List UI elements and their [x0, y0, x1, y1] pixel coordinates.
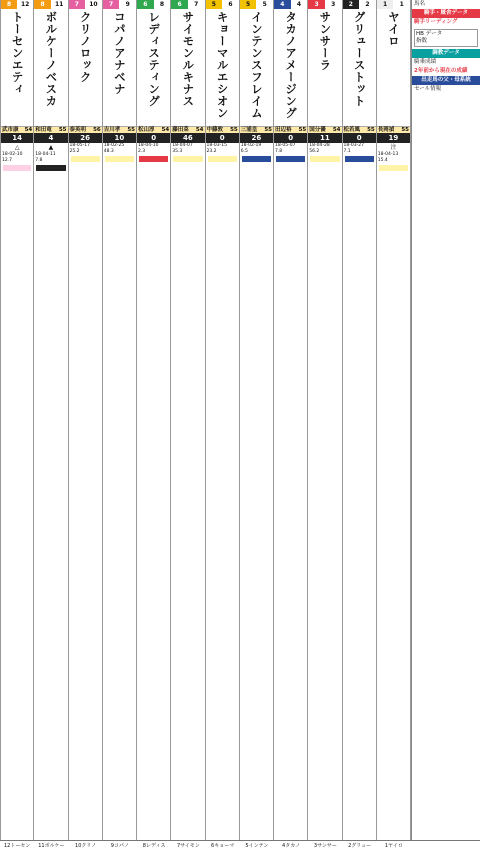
rating-bar — [173, 156, 202, 162]
weight: 54 — [161, 127, 170, 133]
odds-box: 19 — [377, 133, 410, 143]
record-row — [1, 158, 33, 164]
rating-bar — [345, 156, 374, 162]
frame-number: 6 — [171, 0, 188, 9]
bottom-horse-label: 3サンサー — [313, 843, 337, 849]
name-area — [308, 9, 341, 127]
record-value: 7.8 — [35, 158, 43, 163]
horse-column — [0, 0, 34, 851]
bottom-horse-label: 2グリュー — [348, 843, 372, 849]
race-date: 18-04-28 — [309, 143, 330, 148]
horse-number: 12 — [21, 1, 30, 8]
side-speed: 指数 — [416, 38, 428, 44]
bottom-horse-label: 12トーセン — [3, 843, 31, 849]
record-row — [69, 149, 102, 155]
record-value: 7.8 — [275, 149, 283, 154]
horse-number: 2 — [365, 1, 370, 8]
name-area — [171, 9, 204, 127]
race-date: 18-02-25 — [103, 143, 125, 148]
race-date: 18-05-07 — [275, 143, 296, 148]
weight: 56 — [93, 127, 101, 133]
frame-number: 4 — [274, 0, 291, 9]
rating-bar — [139, 156, 168, 162]
name-area — [206, 9, 239, 127]
side-band-jockey: 騎手・厩舎データ — [412, 9, 480, 18]
odds-box: 10 — [103, 133, 136, 143]
side-band-training: 調教データ — [412, 49, 480, 58]
weight: 55 — [230, 127, 238, 133]
race-date: 18-04-07 — [172, 143, 193, 148]
frame-number: 1 — [377, 0, 394, 9]
record-row — [206, 149, 239, 155]
rating-bar — [310, 156, 339, 162]
rating-bar — [242, 156, 271, 162]
name-area — [137, 9, 170, 127]
side-hb-data: HB データ — [416, 31, 443, 37]
record-value: 6.5 — [240, 149, 248, 154]
horse-number: 1 — [399, 1, 404, 8]
weight: 55 — [264, 127, 272, 133]
race-date: 18-02-10 — [2, 152, 23, 157]
horse-column — [69, 0, 103, 851]
rating-bar — [71, 156, 100, 162]
jockey-name: 武市康 — [2, 127, 19, 133]
horse-name: クリノロック — [78, 11, 93, 83]
horse-name: サンサーラ — [318, 11, 333, 71]
frame-number: 3 — [308, 0, 325, 9]
jockey-name: 松山淳 — [138, 127, 155, 133]
rating-bar — [3, 165, 31, 171]
odds-box: 0 — [206, 133, 239, 143]
record-row — [343, 149, 376, 155]
horse-header — [34, 0, 67, 9]
horse-name: キョーマルエシオン — [215, 11, 230, 119]
record-row — [308, 149, 341, 155]
prediction-mark: △ — [14, 144, 20, 151]
side-jockey-leading: 騎手リーディング — [414, 19, 458, 25]
weight: 55 — [367, 127, 375, 133]
horse-number: 10 — [89, 1, 98, 8]
record-row — [34, 158, 67, 164]
horse-header — [137, 0, 170, 9]
record-value: 25.2 — [69, 149, 80, 154]
side-notes: 2年前から現在の成績 — [414, 68, 468, 74]
weight: 54 — [24, 127, 33, 133]
horse-number: 9 — [125, 1, 130, 8]
race-date: 18-02-19 — [240, 143, 262, 148]
horse-name: ボルケーノベスカ — [44, 11, 59, 107]
record-value: 48.3 — [103, 149, 114, 154]
odds-box: 11 — [308, 133, 341, 143]
frame-number: 7 — [69, 0, 86, 9]
horse-number: 7 — [194, 1, 199, 8]
weight: 55 — [298, 127, 307, 133]
name-area — [274, 9, 307, 127]
bottom-horse-label: 8レディス — [142, 843, 166, 849]
horse-header — [274, 0, 307, 9]
weight: 55 — [127, 127, 135, 133]
horse-name: ヤイロ — [386, 11, 401, 47]
frame-number: 7 — [103, 0, 120, 9]
horse-number: 11 — [55, 1, 64, 8]
horse-column — [103, 0, 137, 851]
name-area — [69, 9, 102, 127]
jockey-name: 泰英明 — [69, 127, 87, 133]
record-row — [240, 149, 273, 155]
record-value: 23.2 — [206, 149, 217, 154]
name-area — [343, 9, 376, 127]
jockey-name: 和田竜 — [35, 127, 52, 133]
odds-box: 26 — [69, 133, 102, 143]
side-band-bloodline: 出走馬の父・母系統 — [412, 76, 480, 85]
prediction-mark: ▲ — [48, 144, 54, 151]
frame-number: 2 — [343, 0, 360, 9]
bottom-horse-label: 5インテン — [245, 843, 269, 849]
rating-bar — [36, 165, 65, 171]
record-row — [377, 158, 410, 164]
bottom-horse-label: 4タカノ — [282, 843, 301, 849]
jockey-name: 吉川孝 — [103, 127, 121, 133]
odds-box: 0 — [343, 133, 376, 143]
horse-header — [308, 0, 341, 9]
jockey-name: 田辺裕 — [275, 127, 292, 133]
frame-number: 5 — [206, 0, 223, 9]
rating-bar — [208, 156, 237, 162]
frame-number: 8 — [34, 0, 51, 9]
prediction-mark: 注 — [390, 144, 397, 151]
rating-bar — [105, 156, 134, 162]
race-date: 18-04-10 — [138, 143, 159, 148]
name-area — [1, 9, 33, 127]
horse-name: グリューストット — [352, 11, 367, 107]
bottom-horse-label: 7サイモン — [176, 843, 200, 849]
race-date: 18-05-17 — [69, 143, 90, 148]
race-date: 18-04-13 — [377, 152, 399, 157]
frame-number: 5 — [240, 0, 257, 9]
horse-header — [1, 0, 33, 9]
horse-number: 5 — [262, 1, 267, 8]
record-value: 15.4 — [377, 158, 388, 163]
horse-name: インテンスフレイム — [249, 11, 264, 119]
record-value: 56.2 — [309, 149, 320, 154]
bottom-horse-label: 11ボルケー — [38, 843, 65, 849]
weight: 54 — [195, 127, 204, 133]
bottom-horse-label: 6キョーマ — [211, 843, 235, 849]
horse-header — [171, 0, 204, 9]
record-value: 7.1 — [343, 149, 351, 154]
horse-column — [274, 0, 308, 851]
horse-number: 4 — [296, 1, 302, 8]
horse-header — [240, 0, 273, 9]
horse-header — [69, 0, 102, 9]
bottom-horse-strip — [0, 840, 480, 851]
jockey-name: 松若風 — [343, 127, 361, 133]
record-value: 12.7 — [2, 158, 13, 163]
horse-column — [206, 0, 240, 851]
side-title: 馬名 — [414, 1, 426, 7]
record-value: 35.3 — [172, 149, 183, 154]
horse-header — [103, 0, 136, 9]
record-value: 2.3 — [138, 149, 146, 154]
name-area — [34, 9, 67, 127]
race-date: 18-04-11 — [35, 152, 56, 157]
weight: 55 — [401, 127, 409, 133]
jockey-name: 長岡禎 — [377, 127, 395, 133]
jockey-name: 中藤敦 — [206, 127, 224, 133]
horse-column — [171, 0, 205, 851]
side-hb-box — [414, 29, 478, 47]
race-date: 18-03-15 — [206, 143, 227, 148]
record-row — [137, 149, 170, 155]
legend-sidebar — [411, 0, 480, 851]
horse-name: レディスティング — [147, 11, 162, 107]
odds-box: 46 — [171, 133, 204, 143]
weight: 55 — [58, 127, 67, 133]
jockey-name: 国分優 — [309, 127, 326, 133]
race-date: 18-03-27 — [343, 143, 364, 148]
rating-bar — [276, 156, 305, 162]
name-area — [377, 9, 410, 127]
horse-header — [343, 0, 376, 9]
jockey-name: 藤田菜 — [172, 127, 189, 133]
horse-column — [240, 0, 274, 851]
bottom-horse-label: 10クリノ — [75, 843, 97, 849]
record-row — [171, 149, 204, 155]
horse-column — [308, 0, 342, 851]
horse-number: 3 — [331, 1, 336, 8]
odds-box: 0 — [137, 133, 170, 143]
horse-column — [343, 0, 377, 851]
bottom-horse-label: 1ヤイロ — [384, 843, 403, 849]
horse-name: トーセンエティ — [10, 11, 25, 95]
horse-number: 8 — [159, 1, 165, 8]
odds-box: 4 — [34, 133, 67, 143]
odds-box: 26 — [240, 133, 273, 143]
odds-box: 0 — [274, 133, 307, 143]
horse-name: タカノアメージング — [284, 11, 299, 119]
horse-name: サイモンルキナス — [181, 11, 196, 107]
horse-number: 6 — [228, 1, 233, 8]
horse-column — [137, 0, 171, 851]
horse-column — [377, 0, 411, 851]
record-row — [274, 149, 307, 155]
frame-number: 6 — [137, 0, 154, 9]
odds-box: 14 — [1, 133, 33, 143]
horse-column — [34, 0, 68, 851]
horse-header — [377, 0, 410, 9]
bottom-horse-label: 9コパノ — [110, 843, 129, 849]
frame-number: 8 — [1, 0, 17, 9]
name-area — [103, 9, 136, 127]
horse-name: コパノアナベナ — [112, 11, 127, 95]
jockey-name: 三浦皇 — [240, 127, 258, 133]
horse-header — [206, 0, 239, 9]
name-area — [240, 9, 273, 127]
side-career: 騎乗成績 — [414, 59, 437, 65]
rating-bar — [379, 165, 408, 171]
side-sale: セール情報 — [414, 86, 442, 92]
weight: 54 — [332, 127, 341, 133]
record-row — [103, 149, 136, 155]
